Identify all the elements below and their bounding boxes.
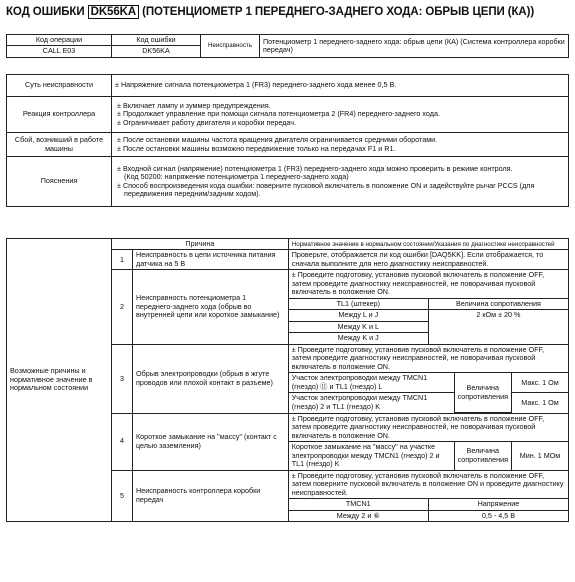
pair-1: Между L и J — [289, 310, 429, 321]
causes-table — [6, 238, 569, 522]
notes-item: (Код 50200: напряжение потенциометра 1 переднего-заднего хода) — [124, 172, 349, 182]
reaction-label: Реакция контроллера — [7, 97, 112, 133]
pair-2: Между K и L — [289, 321, 429, 332]
wire-1: Участок электропроводки между TMCN1 (гнездо) ⑪ и TL1 (гнездо) L — [289, 373, 454, 392]
row-num: 4 — [112, 413, 133, 470]
notes-item: ± Входной сигнал (напряжение) потенциометра 1 (FR3) переднего-заднего хода можно проверить в режиме контроля. — [117, 163, 513, 173]
reaction-item: ± Включает лампу и зуммер предупреждения. — [117, 100, 271, 110]
prep-text-5: ± Проведите подготовку, установив пусковой включатель в положение OFF, затем поверните пусковой включатель в положение ON и проведите диагностику неисправностей. — [289, 471, 568, 499]
volt-table — [289, 499, 568, 521]
notes-item: ± Способ воспроизведения кода ошибки: поверните пусковой включатель в положение ON и задействуйте рычаг PCCS (для передвижения передним/задним ходом). — [117, 180, 535, 198]
err-label: Код ошибки — [112, 35, 201, 46]
prep-text: ± Проведите подготовку, установив пусковой включатель в положение OFF, затем проведите диагностику неисправностей, не поворачивая пусковой включатель в положение ON. — [289, 345, 568, 373]
volt-pair: Между 2 и ⑥ — [289, 510, 429, 521]
col-norm: Нормативное значение в нормальном состоянии/Указания по диагностике неисправностей — [288, 239, 568, 250]
row-cause: Неисправность в цепи источника питания датчика на 5 В — [133, 250, 289, 270]
title-prefix: КОД ОШИБКИ — [6, 6, 88, 18]
failure-item: ± После остановки машины частота вращения двигателя ограничивается средними оборотами. — [117, 135, 438, 145]
title-code: DK56KA — [88, 5, 139, 19]
res-table-2 — [289, 299, 568, 344]
row-num: 2 — [112, 270, 133, 344]
op-label: Код операции — [7, 35, 112, 46]
min-res: Мин. 1 МОм — [512, 442, 569, 469]
volt-value: 0,5 - 4,5 В — [428, 510, 568, 521]
row-cause: Неисправность контроллера коробки передач — [133, 470, 289, 521]
causes-left-label: Возможные причины и нормативное значение в нормальном состоянии — [7, 239, 112, 522]
col-cause: Причина — [112, 239, 289, 250]
op-value: CALL E03 — [7, 46, 112, 57]
max-res: Макс. 1 Ом — [512, 373, 569, 392]
row-num: 3 — [112, 344, 133, 413]
res-label: Величина сопротивления — [428, 299, 568, 310]
fault-label: Неисправность — [201, 35, 260, 58]
page-title — [6, 6, 534, 18]
tmcn-label: TMCN1 — [289, 499, 429, 510]
notes-label: Пояснения — [7, 157, 112, 207]
prep-text: ± Проведите подготовку, установив пусковой включатель в положение OFF, затем проведите диагностику неисправностей, не поворачивая пусковой включатель в положение ON. — [289, 270, 568, 298]
res-table-4 — [289, 442, 568, 469]
essence-text: ± Напряжение сигнала потенциометра 1 (FR3) переднего-заднего хода менее 0,5 В. — [112, 75, 569, 97]
reaction-item: ± Продолжает управление при помощи сигнала потенциометра 2 (FR4) переднего-заднего хода. — [117, 109, 440, 119]
title-suffix: (ПОТЕНЦИОМЕТР 1 ПЕРЕДНЕГО-ЗАДНЕГО ХОДА: ОБРЫВ ЦЕПИ (КА)) — [139, 6, 535, 18]
row-num: 5 — [112, 470, 133, 521]
tl-label: TL1 (штекер) — [289, 299, 429, 310]
failure-item: ± После остановки машины возможно передвижение только на передачах F1 и R1. — [117, 143, 396, 153]
res-label: Величина сопротивления — [454, 442, 511, 469]
prep-text: ± Проведите подготовку, установив пусковой включатель в положение OFF, затем проведите диагностику неисправностей, не поворачивая пусковой включатель в положение ON. — [289, 414, 568, 442]
failure-label: Сбой, возникший в работе машины — [7, 133, 112, 157]
max-res: Макс. 1 Ом — [512, 393, 569, 412]
short-text: Короткое замыкание на "массу" на участке электропроводки между TMCN1 (гнездо) 2 и TL1 (гнездо) K — [289, 442, 454, 469]
essence-label: Суть неисправности — [7, 75, 112, 97]
fault-desc: Потенциометр 1 переднего-заднего хода: обрыв цепи (КА) (Система контроллера коробки передач) — [260, 35, 569, 58]
row-cause: Неисправность потенциометра 1 переднего-заднего хода (обрыв во внутренней цепи или короткое замыкание) — [133, 270, 289, 344]
res-label: Величина сопротивления — [454, 373, 511, 412]
res-1: 2 кОм ± 20 % — [428, 310, 568, 344]
wire-2: Участок электропроводки между TMCN1 (гнездо) 2 и TL1 (гнездо) K — [289, 393, 454, 412]
err-value: DK56KA — [112, 46, 201, 57]
volt-label: Напряжение — [428, 499, 568, 510]
res-table-3 — [289, 373, 568, 412]
info-table — [6, 74, 569, 207]
row-num: 1 — [112, 250, 133, 270]
row-norm: Проверьте, отображается ли код ошибки [DAQ5KK]. Если отображается, то сначала выполните для него диагностику неисправностей. — [288, 250, 568, 270]
pair-3: Между K и J — [289, 333, 429, 344]
row-cause: Обрыв электропроводки (обрыв в жгуте проводов или плохой контакт в разъеме) — [133, 344, 289, 413]
reaction-item: ± Ограничивает работу двигателя и коробки передач. — [117, 117, 296, 127]
row-cause: Короткое замыкание на "массу" (контакт с целью заземления) — [133, 413, 289, 470]
header-table — [6, 34, 569, 58]
